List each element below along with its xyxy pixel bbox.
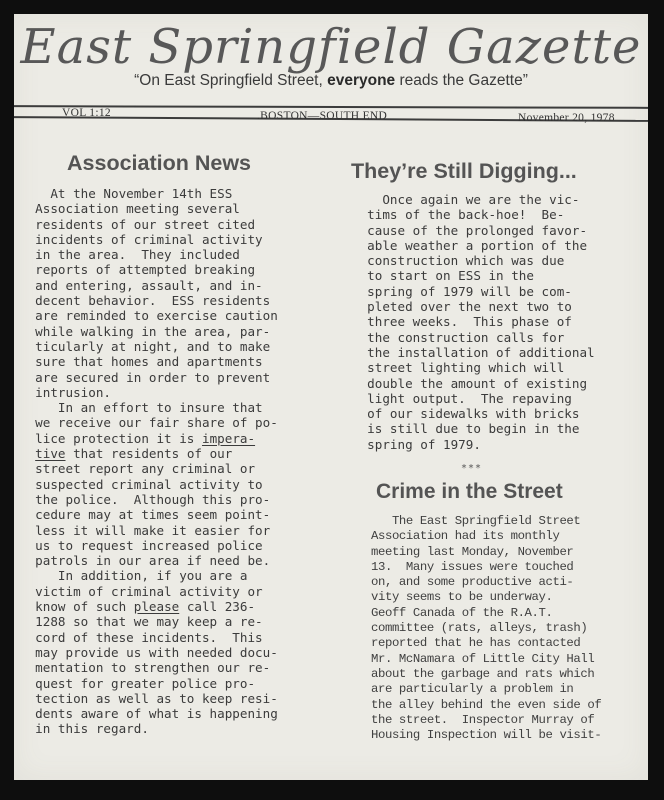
article-line: cord of these incidents. This [20,629,263,645]
article-line: three weeks. This phase of [352,314,572,330]
location-line: .BOSTON—SOUTH END [257,110,388,122]
article-line: In an effort to insure that [20,400,263,416]
article-line: and entering, assault, and in- [20,277,263,293]
article-line: spring of 1979 will be com- [352,283,572,299]
article-line: of our sidewalks with bricks [352,406,580,422]
article-line: we receive our fair share of po- [20,415,278,431]
article-line: cause of the prolonged favor- [352,222,588,238]
article-line: residents of our street cited [20,216,256,232]
article-line: construction which was due [352,253,565,269]
article-line: intrusion. [20,384,111,400]
article-line: are secured in order to prevent [20,369,271,385]
article-line: double the amount of existing [352,375,588,391]
article-line: reported that he has contacted [371,636,581,651]
article-line: 1288 so that we may keep a re- [20,614,263,630]
article-line: are particularly a problem in [371,682,574,697]
article-line: meeting last Monday, November [371,544,574,559]
heading-association-news: Association News [67,151,251,175]
article-still-digging [352,192,595,452]
article-line: may provide us with needed docu- [20,644,278,660]
article-line: light output. The repaving [352,390,572,406]
underlined-word: impera- [201,430,256,446]
article-line: patrols in our area if need be. [20,553,271,569]
article-line: 13. Many issues were touched [371,559,574,574]
volume-number: VOL 1:12 [62,107,111,119]
article-line: dents aware of what is happening [20,706,278,722]
article-line: decent behavior. ESS residents [20,293,271,309]
article-line: incidents of criminal activity [20,231,263,247]
article-line: suspected criminal activity to [20,476,263,492]
article-line: Association meeting several [20,201,240,217]
article-line: the installation of additional [352,344,595,360]
article-line: spring of 1979. [352,436,481,452]
issue-date: November 20, 1978 [518,112,615,124]
article-line: In addition, if you are a [20,568,248,584]
article-line: the police. Although this pro- [20,491,271,507]
article-line: lice protection it is [20,430,202,446]
article-line: is still due to begin in the [352,421,580,437]
article-line: able weather a portion of the [352,237,588,253]
article-line: that residents of our [65,446,233,462]
underlined-word: please [133,599,180,615]
article-line: Association had its monthly [371,529,560,544]
article-line: call 236- [179,599,256,615]
article-line: vity seems to be underway. [371,590,553,605]
article-line [20,446,35,461]
article-line: street lighting which will [352,360,565,376]
underlined-word: tive [35,446,66,462]
article-crime-in-street [371,514,601,743]
article-line: tims of the back-hoe! Be- [352,207,565,223]
article-line: the street. Inspector Murray of [371,712,595,727]
section-separator: *** [461,463,483,474]
heading-still-digging: They’re Still Digging... [351,159,577,183]
article-line: while walking in the area, par- [20,323,271,339]
article-line: victim of criminal activity or [20,583,263,599]
article-association-news [20,186,278,737]
article-line: committee (rats, alleys, trash) [371,621,588,636]
article-line: quest for greater police pro- [20,675,256,691]
article-line: us to request increased police [20,537,263,553]
newsletter-page [14,14,648,780]
tagline-text-end: reads the Gazette” [395,72,528,89]
article-line: the alley behind the even side of [371,697,602,712]
article-line: street report any criminal or [20,461,256,477]
article-line: reports of attempted breaking [20,262,256,278]
article-line: Housing Inspection will be visit- [371,728,602,743]
masthead-tagline [14,72,648,90]
article-line: tection as well as to keep resi- [20,690,278,706]
article-line: cedure may at times seem point- [20,507,271,523]
article-line: to start on ESS in the [352,268,534,284]
article-line: Once again we are the vic- [352,192,580,207]
article-line: sure that homes and apartments [20,354,263,370]
article-line: about the garbage and rats which [371,666,595,681]
article-line: are reminded to exercise caution [20,308,278,324]
tagline-emphasis: everyone [327,72,396,89]
article-line: At the November 14th ESS [20,186,233,201]
article-line: know of such [20,599,134,615]
article-line: in this regard. [20,721,149,737]
article-line: the construction calls for [352,329,565,345]
masthead-title: East Springfield Gazette [20,19,642,75]
tagline-text: “On East Springfield Street, [134,72,328,89]
heading-crime-in-street: Crime in the Street [376,480,563,503]
article-line: The East Springfield Street [371,514,581,528]
article-line: pleted over the next two to [352,299,572,315]
article-line: less it will make it easier for [20,522,271,538]
article-line: in the area. They included [20,247,240,263]
article-line: on, and some productive acti- [371,575,574,590]
article-line: Mr. McNamara of Little City Hall [371,651,595,666]
article-line: Geoff Canada of the R.A.T. [371,605,553,620]
article-line: mentation to strengthen our re- [20,660,271,676]
article-line: ticularly at night, and to make [20,338,271,354]
